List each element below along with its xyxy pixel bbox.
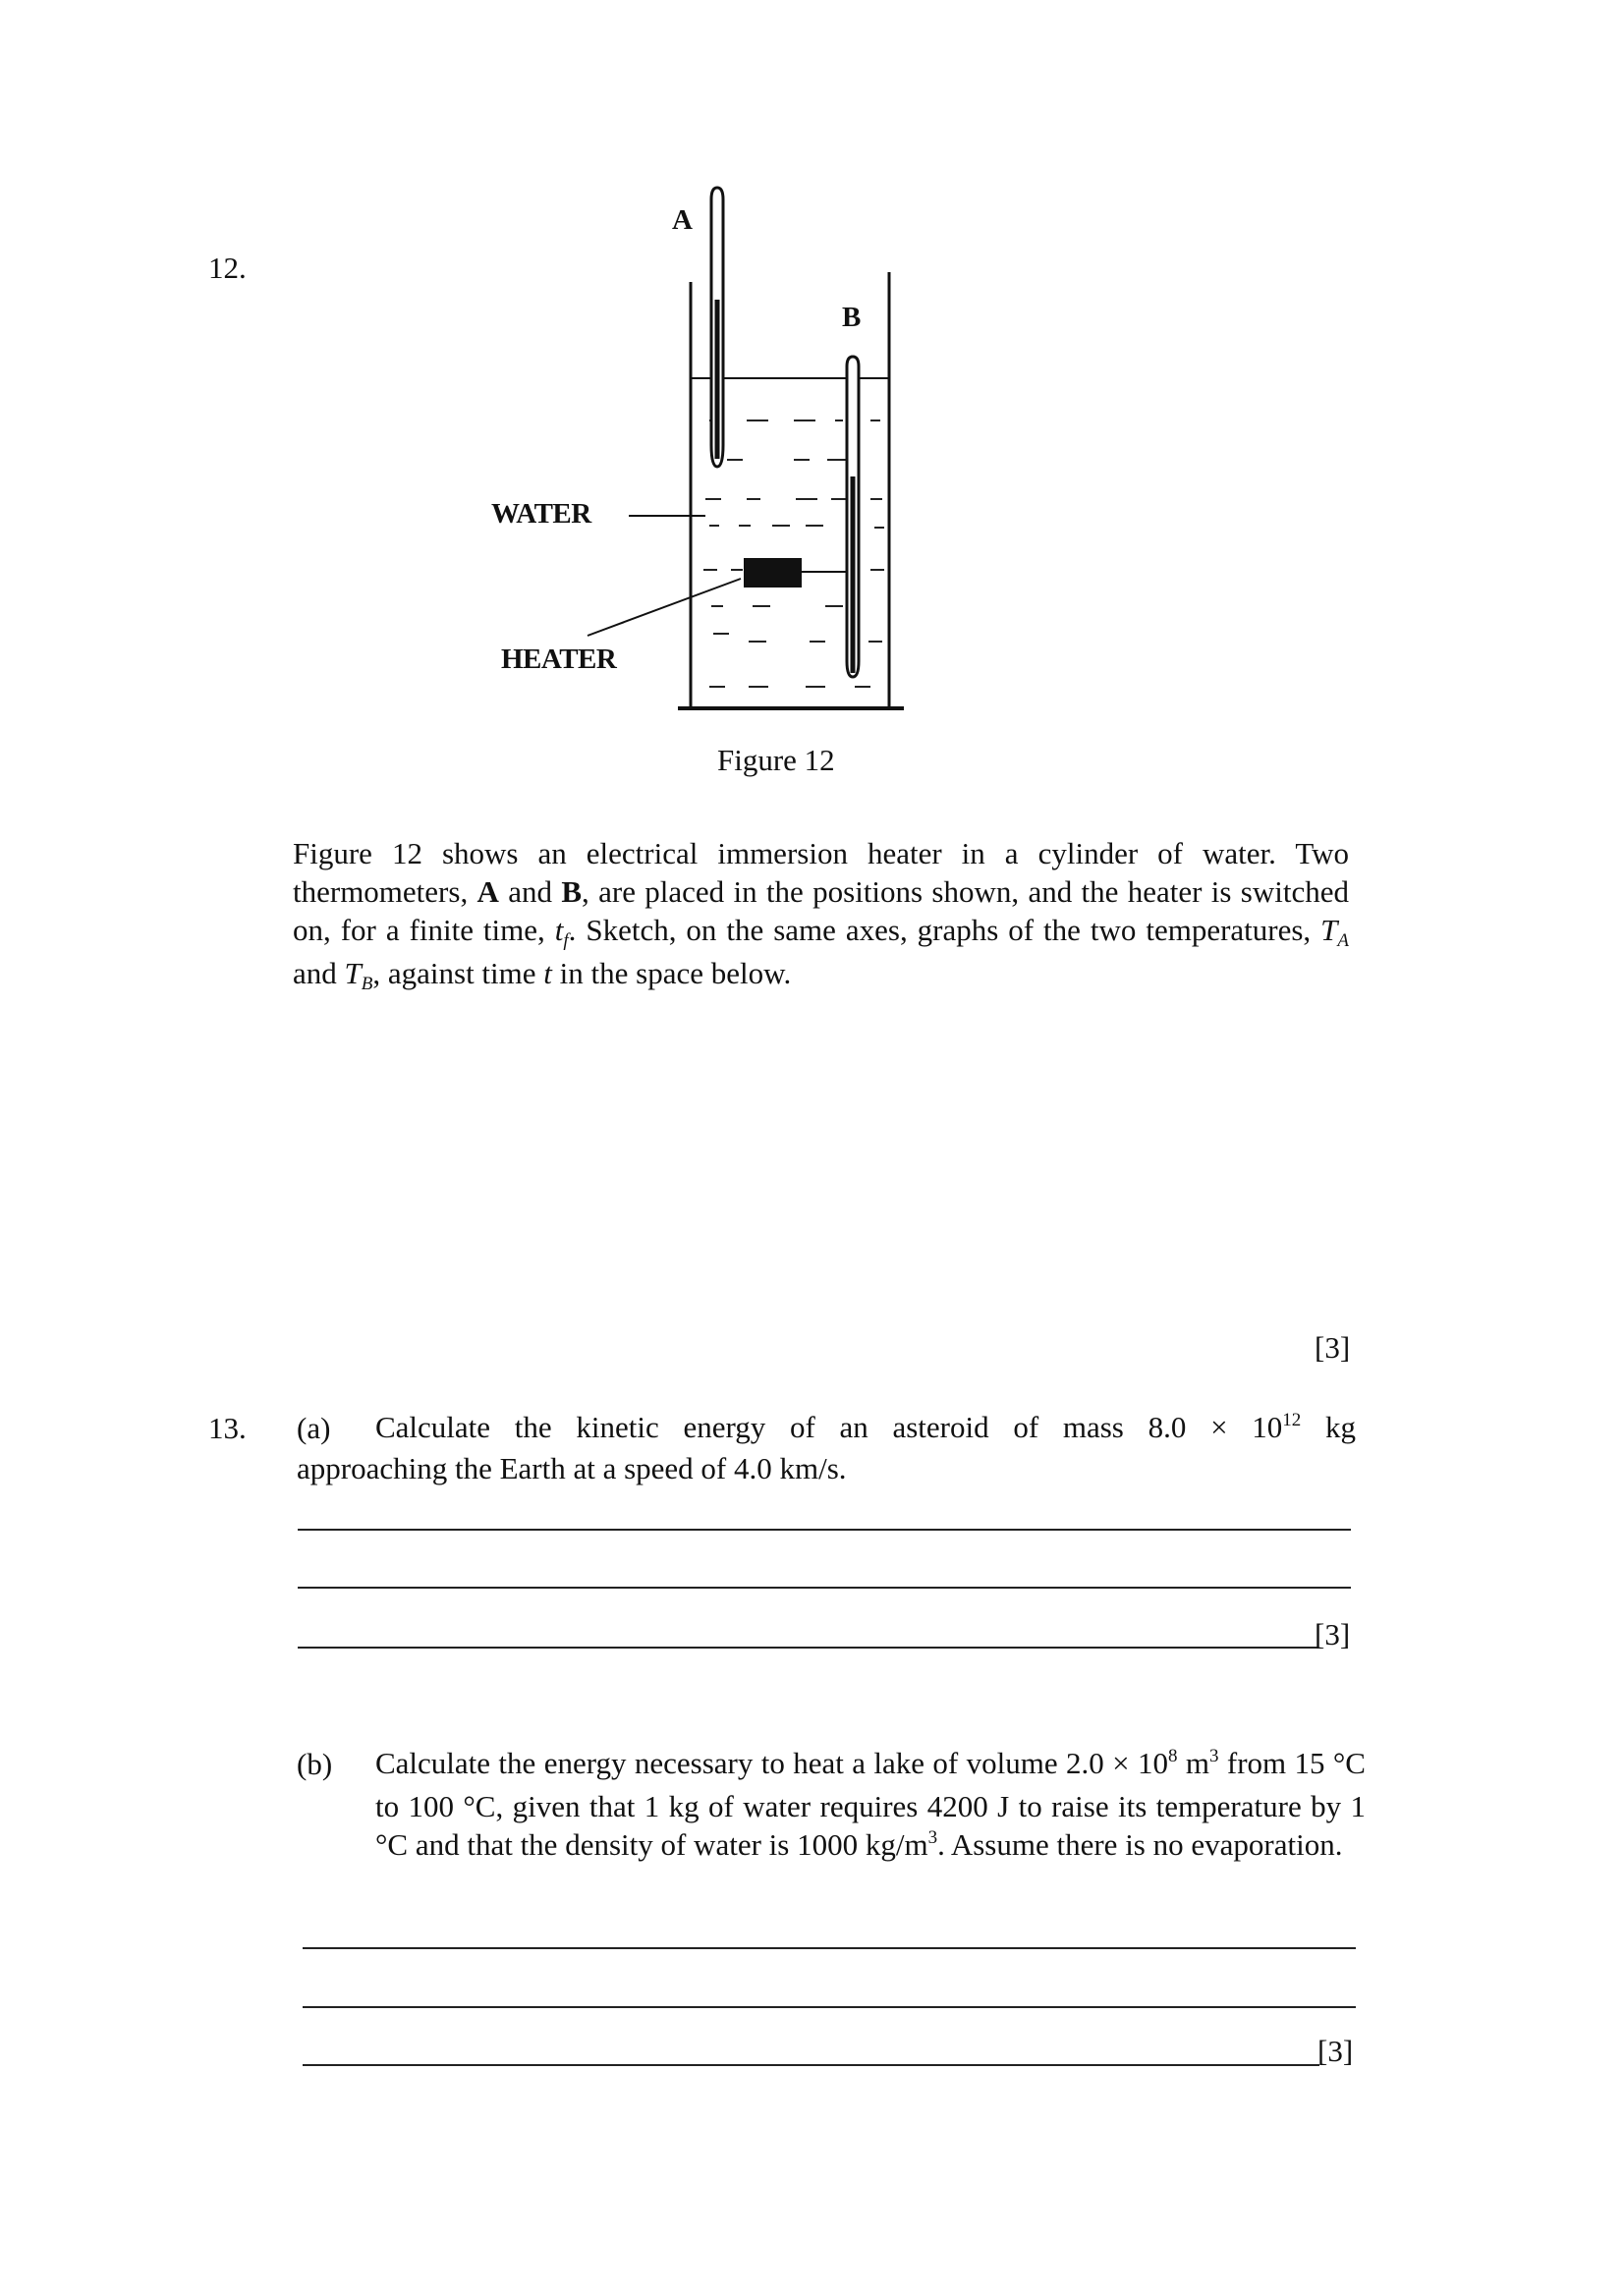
part-a-marks: [3] [1315, 1617, 1351, 1651]
answer-line-a1[interactable] [298, 1529, 1351, 1531]
answer-line-a2[interactable] [298, 1587, 1351, 1589]
figure-caption: Figure 12 [717, 743, 835, 777]
answer-line-a3[interactable] [298, 1647, 1317, 1649]
part-a-label: (a) [297, 1411, 331, 1445]
thermometer-b-label: B [842, 302, 861, 333]
part-b-text: Calculate the energy necessary to heat a lake of volume $2.0 \times 10^8$ $m^3$ from 15 °C to 100 °C, given that 1 kg of water requires 4200 J to raise its temperature by 1 °C and that the density of water is 1000 $kg/m^3$. Assume there is no evaporation. [375, 1746, 1366, 1862]
answer-line-b2[interactable] [303, 2006, 1356, 2008]
part-b-marks: [3] [1317, 2034, 1354, 2068]
sketch-answer-space[interactable] [293, 1012, 1349, 1307]
answer-line-b1[interactable] [303, 1947, 1356, 1949]
thermometer-b [847, 357, 859, 677]
answer-line-b3[interactable] [303, 2064, 1319, 2066]
part-b-label: (b) [297, 1747, 333, 1781]
thermometer-a-label: A [672, 204, 693, 236]
question-number-13: 13. [208, 1411, 247, 1445]
question-number-12: 12. [208, 251, 247, 285]
heater-element [744, 558, 802, 588]
question-12-marks: [3] [1315, 1330, 1351, 1365]
water-label: WATER [491, 498, 591, 530]
part-a-line-1: Calculate the kinetic energy of an asteroid of mass $8.0 \times 10^{12}$ kg [375, 1410, 1357, 1444]
figure-12-diagram [481, 182, 933, 712]
heater-label: HEATER [501, 644, 617, 675]
part-a-line-2: approaching the Earth at a speed of 4.0 km/s. [297, 1451, 847, 1485]
thermometer-a [711, 188, 723, 467]
question-12-text: Figure 12 shows an electrical immersion heater in a cylinder of water. Two thermometers, A and B, are placed in the positions shown, and the heater is switched on, for a finite time, $t_f$. Sketch, on the same axes, graphs of the two temperatures, $T_A$ and $T_B$, against time t in the space below. [293, 836, 1349, 994]
